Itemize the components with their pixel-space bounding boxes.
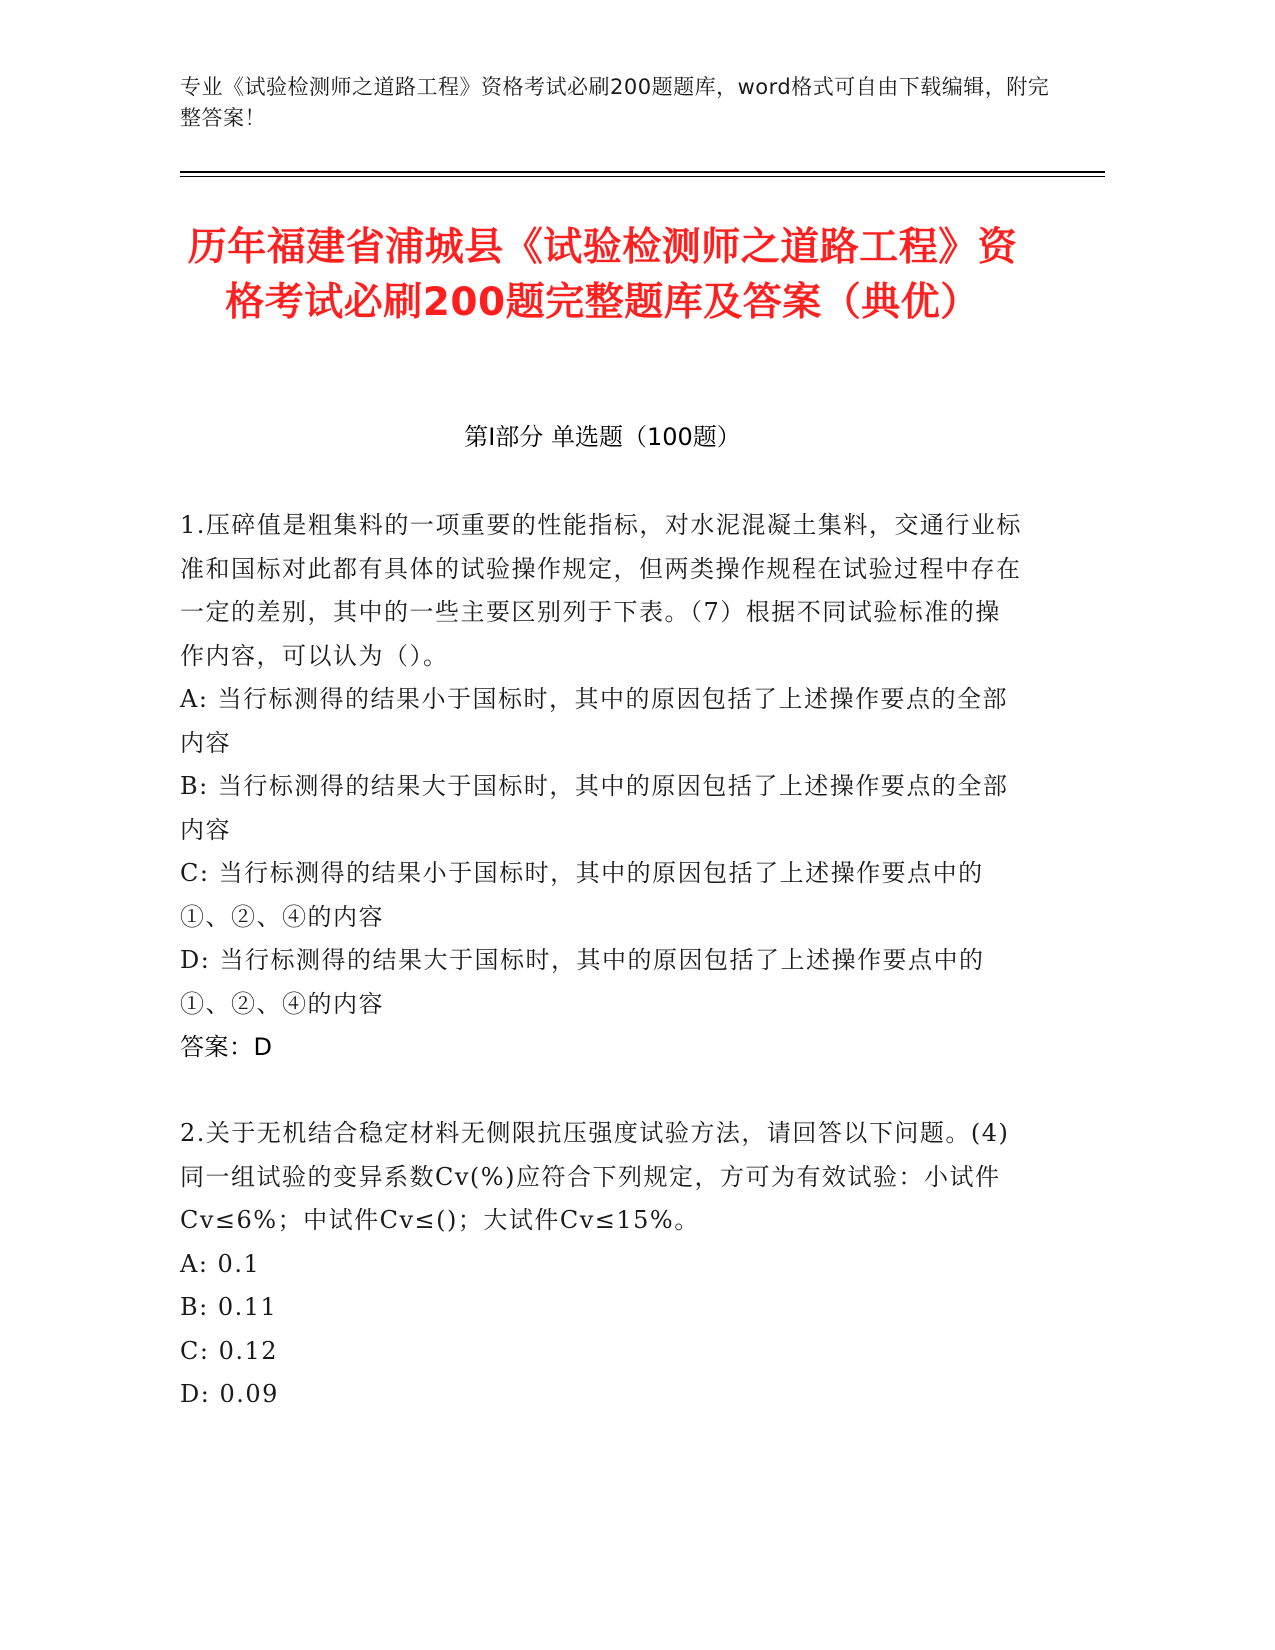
option-b: B: 0.11: [180, 1293, 278, 1321]
question-1: [180, 504, 1025, 1070]
question-text: 2.关于无机结合稳定材料无侧限抗压强度试验方法，请回答以下问题。(4)同一组试验的变异系数Cv(%)应符合下列规定，方可为有效试验：小试件Cv≤6%；中试件Cv≤()；大试件Cv≤15%。: [180, 1119, 1010, 1234]
question-2: [180, 1112, 1025, 1417]
option-d: D: 0.09: [180, 1380, 279, 1408]
document-title: 历年福建省浦城县《试验检测师之道路工程》资格考试必刷200题完整题库及答案（典优）: [187, 225, 1018, 325]
header-divider-thin: [180, 176, 1105, 177]
section-heading: 第I部分 单选题（100题）: [464, 423, 741, 451]
option-d: D: 当行标测得的结果大于国标时，其中的原因包括了上述操作要点中的①、②、④的内容: [180, 946, 985, 1018]
header-note: 专业《试验检测师之道路工程》资格考试必刷200题题库，word格式可自由下载编辑，附完整答案！: [180, 75, 1050, 130]
option-c: C: 0.12: [180, 1336, 279, 1365]
option-c: C: 当行标测得的结果小于国标时，其中的原因包括了上述操作要点中的①、②、④的内容: [180, 859, 984, 931]
option-b: B: 当行标测得的结果大于国标时，其中的原因包括了上述操作要点的全部内容: [180, 772, 1009, 844]
option-a: A: 0.1: [180, 1249, 261, 1278]
question-text: 1.压碎值是粗集料的一项重要的性能指标，对水泥混凝土集料，交通行业标准和国标对此都有具体的试验操作规定，但两类操作规程在试验过程中存在一定的差别，其中的一些主要区别列于下表。（7）根据不同试验标准的操作内容，可以认为（）。: [180, 511, 1022, 670]
header-divider-thick: [180, 171, 1105, 173]
answer-label: 答案：D: [180, 1033, 273, 1061]
option-a: A: 当行标测得的结果小于国标时，其中的原因包括了上述操作要点的全部内容: [180, 685, 1009, 757]
